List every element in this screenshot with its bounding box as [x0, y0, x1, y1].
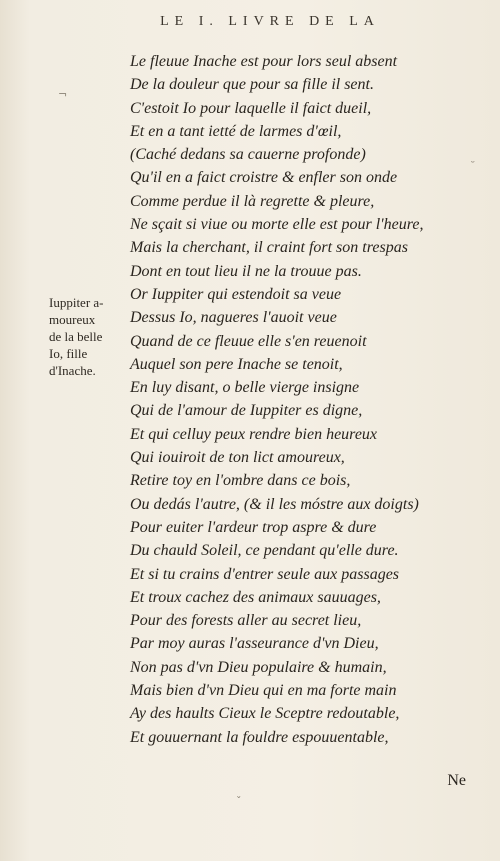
verse-line: Quand de ce fleuue elle s'en reuenoit	[130, 332, 367, 350]
catchword: Ne	[447, 772, 466, 789]
verse-line: Mais bien d'vn Dieu qui en ma forte main	[130, 682, 397, 700]
verse-line: Ou dedás l'autre, (& il les móstre aux doigts)	[130, 495, 419, 513]
verse-line: Dessus Io, nagueres l'auoit veue	[130, 309, 337, 327]
verse-line: Et si tu crains d'entrer seule aux passages	[130, 565, 400, 583]
verse-line: Et qui celluy peux rendre bien heureux	[130, 425, 378, 443]
ink-mark: ˇ	[236, 795, 242, 808]
margin-note-line: d'Inache.	[49, 363, 96, 378]
ink-mark: ¬	[58, 88, 68, 101]
margin-note-line: Iuppiter a-	[49, 295, 104, 310]
verse-line: Qui de l'amour de Iuppiter es digne,	[130, 402, 363, 420]
verse-line: De la douleur que pour sa fille il sent.	[130, 76, 374, 94]
verse-line: Non pas d'vn Dieu populaire & humain,	[130, 658, 387, 676]
verse-line: Qui iouiroit de ton lict amoureux,	[130, 449, 345, 467]
verse-line: C'estoit Io pour laquelle il faict dueil,	[130, 99, 372, 117]
verse-text	[130, 50, 480, 749]
verse-line: Ay des haults Cieux le Sceptre redoutable,	[130, 705, 400, 723]
verse-line: Par moy auras l'asseurance d'vn Dieu,	[130, 635, 379, 653]
verse-line: Ne sçait si viue ou morte elle est pour l'heure,	[130, 216, 424, 234]
verse-line: Dont en tout lieu il ne la trouue pas.	[130, 262, 362, 280]
verse-line: Comme perdue il là regrette & pleure,	[130, 192, 375, 210]
margin-note	[49, 294, 131, 379]
verse-line: Qu'il en a faict croistre & enfler son onde	[130, 169, 398, 187]
verse-line: Et en a tant ietté de larmes d'œil,	[130, 122, 342, 140]
margin-note-line: moureux	[49, 312, 96, 327]
ink-mark: ˘	[470, 160, 476, 173]
verse-line: Pour des forests aller au secret lieu,	[130, 612, 362, 630]
verse-line: Le fleuue Inache est pour lors seul absent	[130, 53, 398, 70]
verse-line: Mais la cherchant, il craint fort son trespas	[130, 239, 408, 257]
verse-line: Et troux cachez des animaux sauuages,	[130, 588, 381, 606]
verse-line: Du chauld Soleil, ce pendant qu'elle dure.	[130, 542, 399, 560]
verse-line: Auquel son pere Inache se tenoit,	[130, 355, 343, 373]
verse-line: Et gouuernant la fouldre espouuentable,	[130, 728, 389, 746]
verse-line: Or Iuppiter qui estendoit sa veue	[130, 285, 342, 303]
verse-line: (Caché dedans sa cauerne profonde)	[130, 146, 366, 164]
margin-note-line: Io, fille	[49, 346, 88, 361]
running-head: LE I. LIVRE DE LA	[160, 14, 380, 29]
verse-line: En luy disant, o belle vierge insigne	[130, 379, 360, 397]
verse-line: Retire toy en l'ombre dans ce bois,	[130, 472, 351, 490]
verse-line: Pour euiter l'ardeur trop aspre & dure	[130, 518, 377, 536]
margin-note-line: de la belle	[49, 329, 103, 344]
